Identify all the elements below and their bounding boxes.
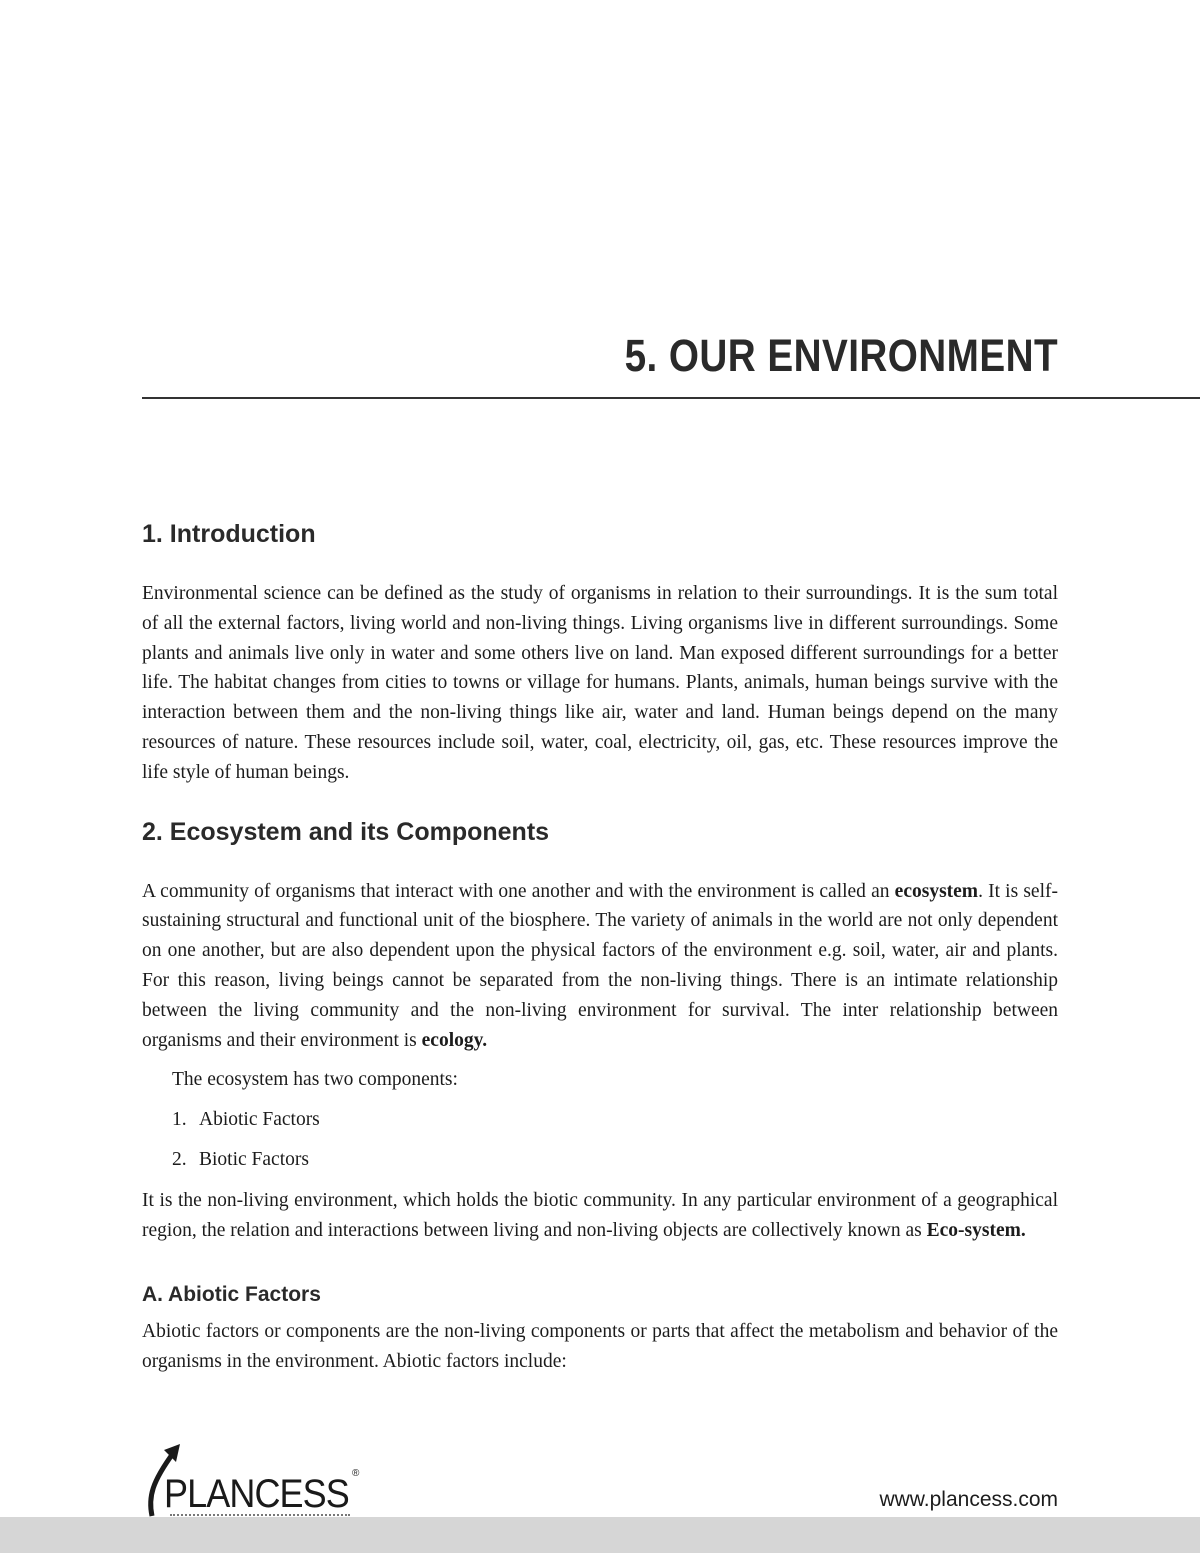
page-content	[142, 520, 1058, 1377]
ecosystem-definition-paragraph	[142, 1186, 1058, 1246]
registered-mark: ®	[352, 1468, 360, 1479]
introduction-paragraph: Environmental science can be defined as the study of organisms in relation to their surroundings. It is the sum total of all the external factors, living world and non-living things. Living organisms live in different surroundings. Some plants and animals live only in water and some others live on land. Man exposed different surroundings for a better life. The habitat changes from cities to towns or village for humans. Plants, animals, human beings survive with the interaction between them and the non-living things like air, water and land. Human beings depend on the many resources of nature. These resources include soil, water, coal, electricity, oil, gas, etc. These resources improve the life style of human beings.	[142, 583, 1058, 783]
list-item-number: 2.	[172, 1149, 187, 1171]
term-ecology: ecology.	[421, 1029, 488, 1051]
term-eco-system: Eco-system.	[926, 1219, 1026, 1241]
list-item-label: Abiotic Factors	[199, 1109, 320, 1131]
logo-wordmark: PLANCESS	[164, 1472, 349, 1516]
ecosystem-paragraph	[142, 877, 1058, 1056]
ecosystem-paragraph-start: A community of organisms that interact with one another and with the environment is called an	[142, 880, 895, 902]
abiotic-paragraph: Abiotic factors or components are the non-living components or parts that affect the metabolism and behavior of the organisms in the environment. Abiotic factors include:	[142, 1321, 1058, 1373]
list-item	[172, 1105, 1058, 1135]
section-heading-ecosystem: 2. Ecosystem and its Components	[142, 817, 550, 846]
footer-bar	[0, 1517, 1200, 1553]
section-heading-introduction: 1. Introduction	[142, 520, 316, 548]
ecosystem-definition-text: It is the non-living environment, which holds the biotic community. In any particular environment of a geographical region, the relation and interactions between living and non-living objects are collectively known as	[142, 1189, 1058, 1241]
list-item	[172, 1145, 1058, 1175]
website-link[interactable]: www.plancess.com	[879, 1488, 1058, 1511]
list-item-label: Biotic Factors	[199, 1149, 309, 1171]
chapter-title: 5. OUR ENVIRONMENT	[624, 330, 1058, 381]
title-divider	[142, 397, 1200, 399]
components-list	[142, 1105, 1058, 1175]
components-intro: The ecosystem has two components:	[172, 1069, 458, 1091]
ecosystem-paragraph-middle: . It is self-sustaining structural and functional unit of the biosphere. The variety of animals in the world are not only dependent on one another, but are also dependent upon the physical factors of the environment e.g. soil, water, air and plants. For this reason, living beings cannot be separated from the non-living things. There is an intimate relationship between the living community and the non-living environment for survival. The inter relationship between organisms and their environment is	[142, 880, 1058, 1051]
sub-heading-abiotic-factors: A. Abiotic Factors	[142, 1283, 321, 1307]
plancess-logo	[140, 1442, 380, 1520]
term-ecosystem: ecosystem	[894, 880, 979, 902]
list-item-number: 1.	[172, 1109, 187, 1131]
